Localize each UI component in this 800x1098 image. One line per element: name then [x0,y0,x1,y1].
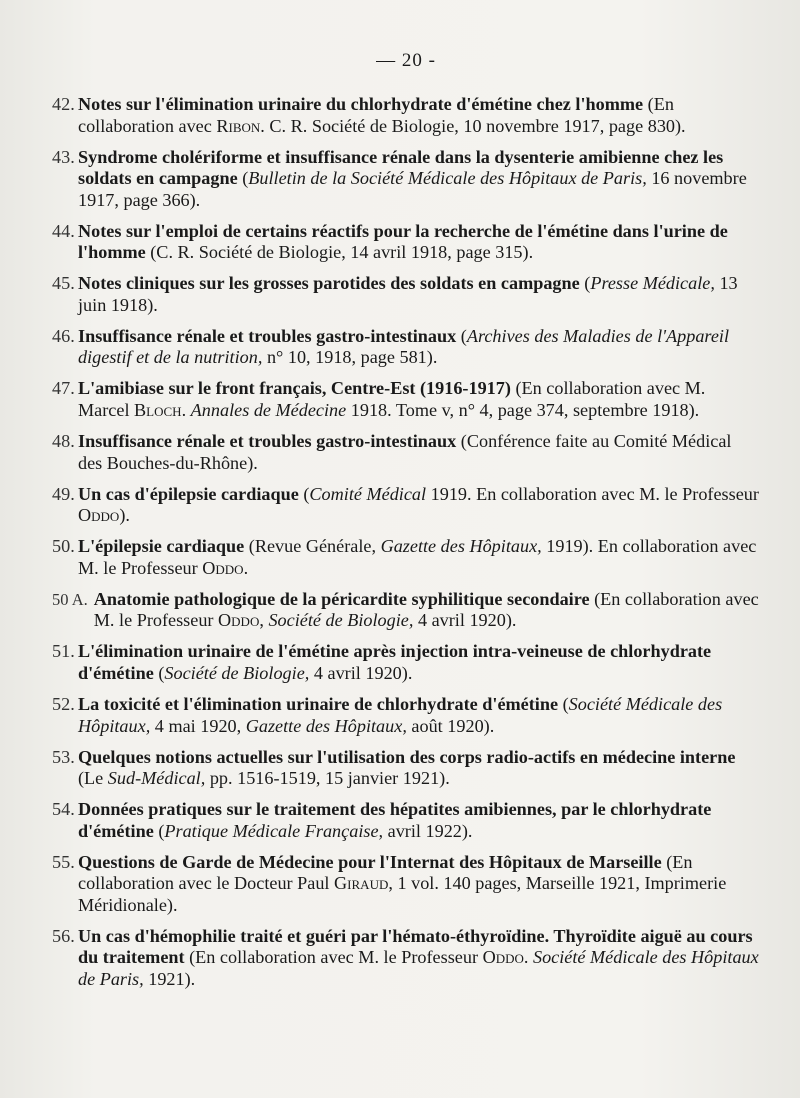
page-number: — 20 - [376,50,436,71]
bibliography-entry [52,926,760,991]
entry-text [78,747,760,790]
publication-name: Société Médicale des Hôpitaux de Paris, [78,947,759,989]
entry-detail: ( [153,820,165,841]
entry-detail: 1918. Tome v, n° 4, page 374, septembre 1918). [346,399,700,420]
entry-title: Anatomie pathologique de la péricardite syphilitique secondaire [93,588,590,609]
entry-title: L'élimination urinaire de l'émétine après injection intra-veineuse de chlorhydrate d'émétine [78,641,712,683]
entry-detail: (En collaboration avec M. le Professeur [184,947,483,968]
entry-detail: 16 novembre 1917, page 366). [78,168,747,210]
publication-name: Société de Biologie, [164,662,310,683]
entry-detail: 1921). [143,968,196,989]
publication-name: Presse Médicale, [590,273,715,294]
bibliography-entry [52,589,760,632]
entry-number: 44. [52,220,75,241]
bibliography-entry [52,852,760,917]
entry-number: 43. [52,146,75,167]
entry-title: Questions de Garde de Médecine pour l'Internat des Hôpitaux de Marseille [78,851,662,872]
author-name: Oddo [78,505,120,526]
entry-detail: . [523,947,533,968]
bibliography-entry [52,326,760,369]
entry-title: Insuffisance rénale et troubles gastro-intestinaux [78,431,457,452]
publication-name: Société de Biologie, [268,610,414,631]
entry-text [94,589,760,632]
entry-detail: 1919. En collaboration avec M. le Professeur [426,483,759,504]
entry-text [78,641,760,684]
entry-number: 52. [52,694,75,715]
entry-text [78,221,760,264]
entry-text [78,536,760,579]
entry-text [78,484,760,527]
publication-name: Gazette des Hôpitaux, [245,715,407,736]
entry-detail: ( [456,325,467,346]
entry-detail: (Revue Générale, [244,536,381,557]
entry-detail: , 1 vol. 140 pages, Marseille 1921, Imprimerie Méridionale). [78,873,727,915]
entry-text [78,326,760,369]
entry-detail: août 1920). [406,715,495,736]
entry-title: Données pratiques sur le traitement des hépatites amibiennes, par le chlorhydrate d'émétine [78,799,712,841]
entry-detail: (En collaboration avec le Docteur Paul [78,851,693,894]
entry-detail: , [259,610,269,631]
entry-title: Quelques notions actuelles sur l'utilisation des corps radio-actifs en médecine interne [78,746,736,767]
author-name: Ribon [216,115,261,136]
bibliography-entry [52,94,760,137]
author-name: Oddo [482,947,524,968]
bibliography-entry [52,694,760,737]
entry-title: L'épilepsie cardiaque [78,536,245,557]
entry-text [78,852,760,917]
author-name: Oddo [202,557,244,578]
bibliography-entry [52,221,760,264]
entry-detail: 4 mai 1920, [150,715,246,736]
entry-detail: (C. R. Société de Biologie, 14 avril 1918, page 315). [145,242,534,263]
entry-title: Insuffisance rénale et troubles gastro-intestinaux [78,325,457,346]
entry-title: Syndrome cholériforme et insuffisance rénale dans la dysenterie amibienne chez les soldats en campagne [78,146,724,189]
entry-detail: (Le [78,768,108,789]
publication-name: Annales de Médecine [190,399,347,420]
entry-text [78,926,760,991]
entry-detail: pp. 1516-1519, 15 janvier 1921). [205,768,450,789]
publication-name: Comité Médical [309,483,427,504]
bibliography-entry [52,536,760,579]
entry-detail: . [181,399,191,420]
entry-text [78,378,760,421]
entry-detail: (Conférence faite au Comité Médical des Bouches-du-Rhône). [78,431,732,473]
entry-number: 55. [52,851,75,872]
bibliography-entry [52,378,760,421]
entry-detail: ( [558,694,569,715]
entry-detail: ). [119,505,130,526]
publication-name: Société Médicale des Hôpitaux, [78,694,723,736]
entry-detail: ( [237,168,249,189]
entry-detail: 1919). En collaboration avec M. le Professeur [78,536,757,578]
bibliography-entry [52,641,760,684]
entry-text [78,799,760,842]
entry-number: 56. [52,925,75,946]
entry-text [78,431,760,474]
entry-text [78,694,760,737]
bibliography-entry [52,431,760,474]
author-name: Giraud [334,873,389,894]
entry-number: 42. [52,94,75,114]
bibliography-list [52,94,760,990]
entry-detail: ( [153,662,165,683]
entry-text [78,273,760,316]
entry-title: L'amibiase sur le front français, Centre-Est (1916-1917) [78,378,511,399]
entry-detail: . [243,557,249,578]
bibliography-entry [52,273,760,316]
entry-number: 50 A. [52,589,88,609]
entry-detail: . C. R. Société de Biologie, 10 novembre 1917, page 830). [260,115,686,136]
entry-number: 50. [52,536,75,557]
entry-number: 53. [52,746,75,767]
entry-title: Notes sur l'élimination urinaire du chlorhydrate d'émétine chez l'homme [78,94,644,114]
bibliography-entry [52,147,760,212]
entry-title: La toxicité et l'élimination urinaire de chlorhydrate d'émétine [78,694,559,715]
entry-text [78,147,760,212]
publication-name: Archives des Maladies de l'Appareil digestif et de la nutrition, [78,325,729,368]
entry-detail: 13 juin 1918). [78,273,738,315]
entry-detail: avril 1922). [383,820,473,841]
entry-number: 46. [52,325,75,346]
author-name: Bloch [134,399,182,420]
entry-detail: n° 10, 1918, page 581). [262,347,438,368]
publication-name: Sud-Médical, [107,768,206,789]
entry-detail: (En collaboration avec M. Marcel [78,378,706,420]
bibliography-entry [52,747,760,790]
entry-number: 51. [52,641,75,662]
entry-detail: (En collaboration avec M. le Professeur [93,588,759,631]
entry-detail: ( [298,483,310,504]
bibliography-entry [52,484,760,527]
entry-detail: 4 avril 1920). [309,662,413,683]
entry-number: 48. [52,431,75,452]
entry-title: Un cas d'épilepsie cardiaque [78,483,299,504]
entry-number: 54. [52,799,75,820]
entry-number: 49. [52,483,75,504]
entry-detail: (En collaboration avec [78,94,674,136]
entry-title: Notes sur l'emploi de certains réactifs pour la recherche de l'émétine dans l'urine de l'homme [78,220,728,263]
publication-name: Pratique Médicale Française, [164,820,384,841]
bibliography-entry [52,799,760,842]
entry-title: Un cas d'hémophilie traité et guéri par l'hémato-éthyroïdine. Thyroïdite aiguë au cours du traitement [78,925,753,968]
publication-name: Bulletin de la Société Médicale des Hôpitaux de Paris, [248,168,647,189]
entry-number: 47. [52,378,75,399]
entry-number: 45. [52,273,75,294]
entry-detail: 4 avril 1920). [413,610,517,631]
author-name: Oddo [218,610,260,631]
publication-name: Gazette des Hôpitaux, [380,536,542,557]
entry-title: Notes cliniques sur les grosses parotides des soldats en campagne [78,273,580,294]
entry-detail: ( [579,273,591,294]
entry-text [78,94,760,137]
